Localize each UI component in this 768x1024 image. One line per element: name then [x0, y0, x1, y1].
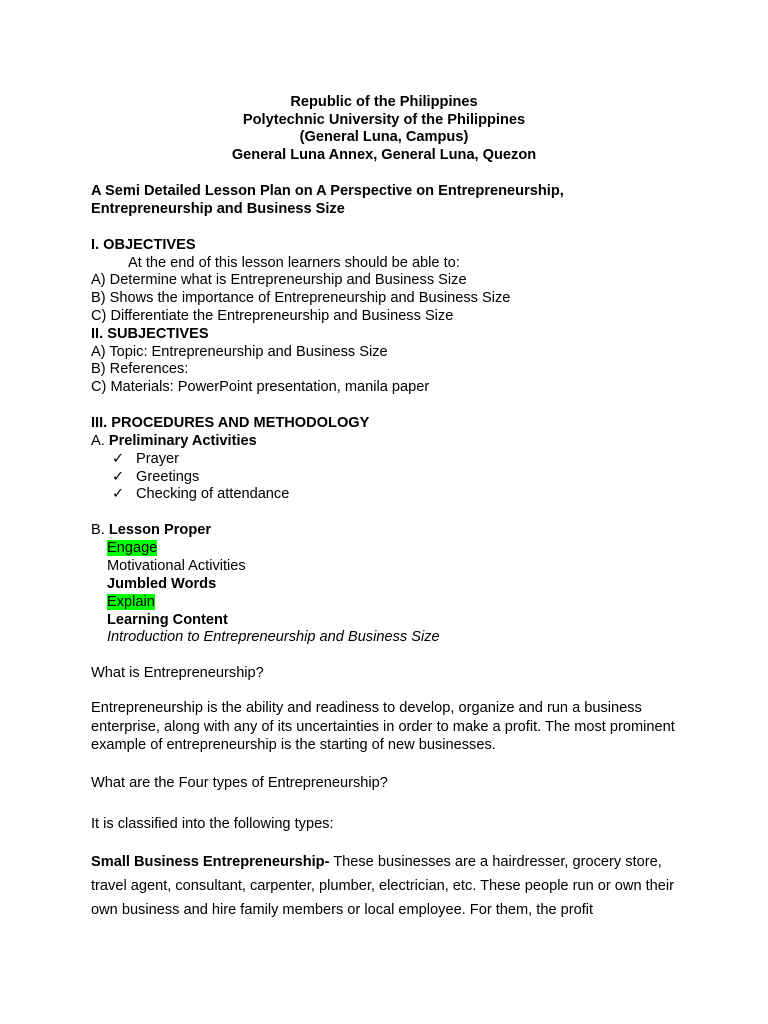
- small-business-paragraph: [91, 850, 691, 922]
- learning-content: Learning Content: [107, 612, 228, 628]
- question-four-types: What are the Four types of Entrepreneurship?: [91, 775, 388, 791]
- engage-label-row: [107, 539, 157, 557]
- section-a-heading: [91, 432, 257, 450]
- subjectives-heading: II. SUBJECTIVES: [91, 326, 209, 342]
- small-business-title: Small Business Entrepreneurship-: [91, 854, 330, 870]
- section-b-prefix: B.: [91, 522, 109, 538]
- section-b-heading: [91, 521, 211, 539]
- entrepreneurship-definition: Entrepreneurship is the ability and readiness to develop, organize and run a business enterprise, along with any of its uncertainties in order to make a profit. The most prominent example of entrepreneurship is the starting of new businesses.: [91, 700, 675, 753]
- jumbled-words: Jumbled Words: [107, 576, 217, 592]
- classified-intro: It is classified into the following types:: [91, 816, 334, 832]
- subjective-item: C) Materials: PowerPoint presentation, manila paper: [91, 379, 430, 395]
- check-icon: ✓: [112, 469, 125, 485]
- check-icon: ✓: [112, 486, 125, 502]
- checklist-item: Prayer: [136, 451, 179, 467]
- checklist-item: Checking of attendance: [136, 486, 290, 502]
- check-icon: ✓: [112, 451, 125, 467]
- objective-item: C) Differentiate the Entrepreneurship and Business Size: [91, 308, 454, 324]
- question-what-is: What is Entrepreneurship?: [91, 665, 264, 681]
- section-a-prefix: A.: [91, 433, 109, 449]
- subjective-item: A) Topic: Entrepreneurship and Business Size: [91, 344, 388, 360]
- title-line-2: Entrepreneurship and Business Size: [91, 201, 345, 217]
- section-a-title: Preliminary Activities: [108, 433, 257, 449]
- header-campus: (General Luna, Campus): [299, 129, 469, 145]
- intro-topic: Introduction to Entrepreneurship and Business Size: [107, 629, 440, 645]
- objective-item: B) Shows the importance of Entrepreneurship and Business Size: [91, 290, 511, 306]
- procedures-heading: III. PROCEDURES AND METHODOLOGY: [91, 415, 370, 431]
- header-university: Polytechnic University of the Philippines: [242, 112, 526, 128]
- objective-item: A) Determine what is Entrepreneurship and Business Size: [91, 272, 467, 288]
- explain-label-row: [107, 593, 155, 611]
- header-annex: General Luna Annex, General Luna, Quezon: [231, 147, 537, 163]
- header-republic: Republic of the Philippines: [290, 94, 478, 110]
- small-business-text: These businesses are a hairdresser, grocery store, travel agent, consultant, carpenter, plumber, electrician, etc. These people run or own their own business and hire family members or local employee. For them, the profit: [91, 854, 675, 918]
- engage-label: Engage: [107, 540, 158, 556]
- objectives-heading: I. OBJECTIVES: [91, 237, 196, 253]
- objectives-intro: At the end of this lesson learners should be able to:: [128, 255, 460, 271]
- motivational-activities: Motivational Activities: [107, 558, 246, 574]
- explain-label: Explain: [107, 594, 155, 610]
- subjective-item: B) References:: [91, 361, 189, 377]
- title-line-1: A Semi Detailed Lesson Plan on A Perspective on Entrepreneurship,: [91, 183, 564, 199]
- checklist-item: Greetings: [136, 469, 200, 485]
- section-b-title: Lesson Proper: [108, 522, 212, 538]
